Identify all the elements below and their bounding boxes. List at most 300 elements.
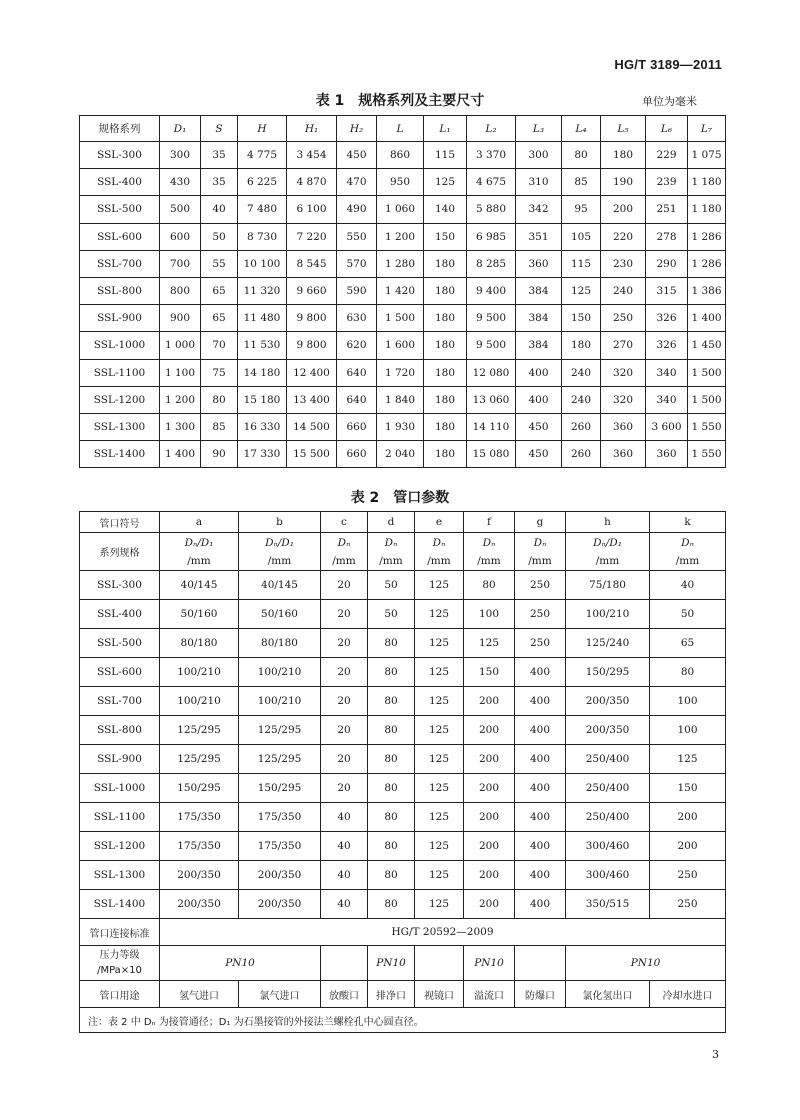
value-cell: 125: [650, 745, 726, 774]
table1-header-cell: L₆: [646, 116, 688, 142]
value-cell: 40: [201, 196, 238, 223]
value-cell: 75/180: [566, 571, 650, 600]
value-cell: 95: [562, 196, 601, 223]
table1: [79, 115, 726, 468]
value-cell: 230: [601, 250, 646, 277]
table2-symbol-cell: Dₙ: [650, 533, 726, 553]
value-cell: 450: [516, 413, 562, 440]
value-cell: 180: [601, 142, 646, 169]
pressure-rating-row: [80, 946, 726, 981]
value-cell: 700: [160, 250, 201, 277]
value-cell: 125: [415, 571, 464, 600]
table2-letter-cell: a: [160, 512, 239, 533]
value-cell: 20: [321, 658, 368, 687]
value-cell: 3 454: [287, 142, 337, 169]
value-cell: 570: [337, 250, 377, 277]
table2-symbol-cell: Dₙ: [415, 533, 464, 553]
table1-row: [80, 277, 726, 304]
series-cell: SSL-700: [80, 250, 160, 277]
value-cell: 125/295: [160, 716, 239, 745]
pipe-usage-cell: 排净口: [368, 981, 415, 1008]
value-cell: 40: [650, 571, 726, 600]
value-cell: 11 480: [238, 305, 287, 332]
table2-row: [80, 571, 726, 600]
table2-unit-cell: /mm: [160, 552, 239, 571]
value-cell: 250: [650, 861, 726, 890]
value-cell: 125: [415, 716, 464, 745]
table2-row: [80, 658, 726, 687]
series-cell: SSL-500: [80, 629, 160, 658]
value-cell: 80: [368, 774, 415, 803]
value-cell: 125: [415, 687, 464, 716]
table1-row: [80, 169, 726, 196]
table1-row: [80, 223, 726, 250]
value-cell: 50/160: [239, 600, 321, 629]
value-cell: 80: [201, 386, 238, 413]
value-cell: 400: [515, 774, 566, 803]
value-cell: 200: [650, 803, 726, 832]
series-cell: SSL-1200: [80, 832, 160, 861]
value-cell: 11 530: [238, 332, 287, 359]
table2-symbol-cell: Dₙ/D₁: [239, 533, 321, 553]
series-cell: SSL-600: [80, 658, 160, 687]
value-cell: 125: [415, 629, 464, 658]
pipe-usage-cell: 视镜口: [415, 981, 464, 1008]
value-cell: 100/210: [160, 687, 239, 716]
table2-symbol-row: [80, 533, 726, 553]
value-cell: 9 800: [287, 332, 337, 359]
value-cell: 125: [415, 803, 464, 832]
pipe-usage-cell: 氯气进口: [239, 981, 321, 1008]
value-cell: 1 400: [688, 305, 726, 332]
value-cell: 20: [321, 571, 368, 600]
value-cell: 860: [377, 142, 424, 169]
value-cell: 20: [321, 745, 368, 774]
value-cell: 80: [562, 142, 601, 169]
series-cell: SSL-1100: [80, 803, 160, 832]
value-cell: 90: [201, 441, 238, 468]
value-cell: 12 080: [467, 359, 516, 386]
table2-row: [80, 774, 726, 803]
table2-row: [80, 861, 726, 890]
pressure-rating-hk: PN10: [566, 946, 726, 981]
table2-unit-cell: /mm: [464, 552, 515, 571]
value-cell: 1 420: [377, 277, 424, 304]
value-cell: 340: [646, 386, 688, 413]
value-cell: 400: [515, 745, 566, 774]
value-cell: 200/350: [239, 890, 321, 919]
series-cell: SSL-300: [80, 571, 160, 600]
value-cell: 40/145: [239, 571, 321, 600]
pressure-rating-label-line1: 压力等级: [99, 950, 140, 961]
value-cell: 105: [562, 223, 601, 250]
value-cell: 125: [415, 658, 464, 687]
table2-symbol-cell: Dₙ/D₁: [566, 533, 650, 553]
value-cell: 80: [368, 629, 415, 658]
value-cell: 100: [650, 716, 726, 745]
table1-header-cell: L₂: [467, 116, 516, 142]
series-cell: SSL-800: [80, 716, 160, 745]
pipe-usage-label: 管口用途: [80, 981, 160, 1008]
value-cell: 1 200: [160, 386, 201, 413]
series-cell: SSL-1400: [80, 441, 160, 468]
value-cell: 9 500: [467, 332, 516, 359]
table1-row: [80, 142, 726, 169]
pressure-rating-f: PN10: [464, 946, 515, 981]
value-cell: 20: [321, 716, 368, 745]
value-cell: 115: [562, 250, 601, 277]
table2-row: [80, 687, 726, 716]
series-cell: SSL-1300: [80, 413, 160, 440]
value-cell: 1 450: [688, 332, 726, 359]
value-cell: 340: [646, 359, 688, 386]
value-cell: 1 550: [688, 413, 726, 440]
value-cell: 80: [368, 890, 415, 919]
value-cell: 9 800: [287, 305, 337, 332]
table1-header-cell: S: [201, 116, 238, 142]
value-cell: 550: [337, 223, 377, 250]
value-cell: 1 500: [688, 386, 726, 413]
connection-standard-value: HG/T 20592—2009: [160, 919, 726, 946]
value-cell: 342: [516, 196, 562, 223]
series-cell: SSL-1400: [80, 890, 160, 919]
value-cell: 250: [601, 305, 646, 332]
table2-unit-cell: /mm: [650, 552, 726, 571]
pressure-rating-d: PN10: [368, 946, 415, 981]
pipe-usage-cell: 溢流口: [464, 981, 515, 1008]
value-cell: 14 110: [467, 413, 516, 440]
table2-unit-cell: /mm: [368, 552, 415, 571]
table2-unit-cell: /mm: [321, 552, 368, 571]
value-cell: 384: [516, 332, 562, 359]
table2-unit-cell: /mm: [566, 552, 650, 571]
value-cell: 80: [650, 658, 726, 687]
value-cell: 450: [337, 142, 377, 169]
value-cell: 125: [562, 277, 601, 304]
value-cell: 40: [321, 803, 368, 832]
series-cell: SSL-1100: [80, 359, 160, 386]
value-cell: 125: [415, 890, 464, 919]
value-cell: 3 370: [467, 142, 516, 169]
value-cell: 400: [515, 890, 566, 919]
value-cell: 65: [650, 629, 726, 658]
table2-letter-cell: g: [515, 512, 566, 533]
value-cell: 16 330: [238, 413, 287, 440]
series-cell: SSL-1000: [80, 774, 160, 803]
pressure-rating-c: [321, 946, 368, 981]
value-cell: 50: [650, 600, 726, 629]
value-cell: 1 500: [377, 305, 424, 332]
value-cell: 200/350: [160, 861, 239, 890]
value-cell: 100/210: [239, 687, 321, 716]
value-cell: 20: [321, 600, 368, 629]
value-cell: 180: [424, 386, 467, 413]
value-cell: 239: [646, 169, 688, 196]
value-cell: 125: [464, 629, 515, 658]
value-cell: 400: [515, 658, 566, 687]
value-cell: 14 180: [238, 359, 287, 386]
value-cell: 70: [201, 332, 238, 359]
value-cell: 200: [464, 716, 515, 745]
table2-unit-cell: /mm: [239, 552, 321, 571]
value-cell: 310: [516, 169, 562, 196]
value-cell: 5 880: [467, 196, 516, 223]
value-cell: 180: [424, 359, 467, 386]
value-cell: 200: [464, 861, 515, 890]
value-cell: 1 300: [160, 413, 201, 440]
value-cell: 190: [601, 169, 646, 196]
value-cell: 400: [515, 803, 566, 832]
value-cell: 80/180: [239, 629, 321, 658]
pipe-usage-cell: 冷却水进口: [650, 981, 726, 1008]
table1-header-cell: H₂: [337, 116, 377, 142]
table1-row: [80, 441, 726, 468]
value-cell: 4 675: [467, 169, 516, 196]
value-cell: 250: [650, 890, 726, 919]
value-cell: 50: [368, 571, 415, 600]
pipe-usage-cell: 防爆口: [515, 981, 566, 1008]
value-cell: 180: [424, 441, 467, 468]
value-cell: 150: [424, 223, 467, 250]
value-cell: 200/350: [566, 687, 650, 716]
value-cell: 180: [424, 277, 467, 304]
table2-letter-cell: f: [464, 512, 515, 533]
value-cell: 270: [601, 332, 646, 359]
value-cell: 450: [516, 441, 562, 468]
value-cell: 200/350: [160, 890, 239, 919]
value-cell: 100/210: [239, 658, 321, 687]
table1-header-cell: L₇: [688, 116, 726, 142]
value-cell: 400: [515, 687, 566, 716]
value-cell: 100/210: [566, 600, 650, 629]
series-cell: SSL-900: [80, 745, 160, 774]
series-cell: SSL-900: [80, 305, 160, 332]
table1-header-cell: D₁: [160, 116, 201, 142]
table1-header-cell: L₁: [424, 116, 467, 142]
value-cell: 1 180: [688, 196, 726, 223]
table2-title: 表 2 管口参数: [350, 490, 450, 506]
value-cell: 50: [201, 223, 238, 250]
value-cell: 80: [464, 571, 515, 600]
value-cell: 200: [464, 687, 515, 716]
page-number: 3: [712, 1048, 719, 1061]
value-cell: 500: [160, 196, 201, 223]
value-cell: 85: [201, 413, 238, 440]
value-cell: 800: [160, 277, 201, 304]
value-cell: 140: [424, 196, 467, 223]
value-cell: 1 280: [377, 250, 424, 277]
value-cell: 125: [415, 600, 464, 629]
value-cell: 200: [650, 832, 726, 861]
value-cell: 200: [601, 196, 646, 223]
value-cell: 150: [464, 658, 515, 687]
value-cell: 40/145: [160, 571, 239, 600]
value-cell: 250/400: [566, 803, 650, 832]
value-cell: 17 330: [238, 441, 287, 468]
value-cell: 35: [201, 142, 238, 169]
value-cell: 400: [516, 386, 562, 413]
value-cell: 35: [201, 169, 238, 196]
value-cell: 360: [601, 441, 646, 468]
value-cell: 200: [464, 745, 515, 774]
value-cell: 384: [516, 305, 562, 332]
value-cell: 7 220: [287, 223, 337, 250]
table2-letter-cell: e: [415, 512, 464, 533]
value-cell: 200: [464, 803, 515, 832]
series-cell: SSL-800: [80, 277, 160, 304]
value-cell: 15 180: [238, 386, 287, 413]
value-cell: 326: [646, 332, 688, 359]
value-cell: 180: [424, 332, 467, 359]
table1-header-cell: L₃: [516, 116, 562, 142]
table1-row: [80, 196, 726, 223]
value-cell: 40: [321, 861, 368, 890]
table1-header-cell: 规格系列: [80, 116, 160, 142]
table2-row: [80, 803, 726, 832]
value-cell: 14 500: [287, 413, 337, 440]
table2: [79, 511, 726, 1033]
value-cell: 8 285: [467, 250, 516, 277]
table2-body: [80, 571, 726, 919]
value-cell: 640: [337, 386, 377, 413]
value-cell: 80: [368, 745, 415, 774]
table2-symbol-cell: Dₙ: [368, 533, 415, 553]
value-cell: 8 545: [287, 250, 337, 277]
value-cell: 200: [464, 774, 515, 803]
value-cell: 40: [321, 890, 368, 919]
value-cell: 250: [515, 600, 566, 629]
value-cell: 15 500: [287, 441, 337, 468]
value-cell: 220: [601, 223, 646, 250]
value-cell: 315: [646, 277, 688, 304]
value-cell: 660: [337, 441, 377, 468]
value-cell: 1 060: [377, 196, 424, 223]
value-cell: 115: [424, 142, 467, 169]
value-cell: 125: [415, 861, 464, 890]
table2-letter-cell: d: [368, 512, 415, 533]
value-cell: 240: [601, 277, 646, 304]
value-cell: 250/400: [566, 774, 650, 803]
value-cell: 300: [160, 142, 201, 169]
series-cell: SSL-700: [80, 687, 160, 716]
value-cell: 1 286: [688, 250, 726, 277]
table1-row: [80, 386, 726, 413]
value-cell: 240: [562, 359, 601, 386]
value-cell: 360: [601, 413, 646, 440]
value-cell: 175/350: [239, 803, 321, 832]
table1-header-cell: H: [238, 116, 287, 142]
value-cell: 900: [160, 305, 201, 332]
pipe-symbol-label: 管口符号: [80, 512, 160, 533]
table1-row: [80, 413, 726, 440]
value-cell: 12 400: [287, 359, 337, 386]
value-cell: 100: [650, 687, 726, 716]
value-cell: 300: [516, 142, 562, 169]
value-cell: 125: [415, 832, 464, 861]
table2-row: [80, 716, 726, 745]
value-cell: 430: [160, 169, 201, 196]
value-cell: 20: [321, 629, 368, 658]
value-cell: 630: [337, 305, 377, 332]
value-cell: 350/515: [566, 890, 650, 919]
value-cell: 3 600: [646, 413, 688, 440]
table1-title: 表 1 规格系列及主要尺寸: [315, 93, 485, 109]
table1-row: [80, 359, 726, 386]
value-cell: 125/295: [239, 716, 321, 745]
value-cell: 1 180: [688, 169, 726, 196]
pressure-rating-g: [515, 946, 566, 981]
value-cell: 1 550: [688, 441, 726, 468]
value-cell: 1 100: [160, 359, 201, 386]
value-cell: 250: [515, 629, 566, 658]
value-cell: 85: [562, 169, 601, 196]
value-cell: 2 040: [377, 441, 424, 468]
value-cell: 320: [601, 386, 646, 413]
value-cell: 150/295: [239, 774, 321, 803]
series-cell: SSL-400: [80, 600, 160, 629]
value-cell: 250: [515, 571, 566, 600]
value-cell: 125/240: [566, 629, 650, 658]
value-cell: 150: [562, 305, 601, 332]
value-cell: 360: [646, 441, 688, 468]
value-cell: 180: [424, 250, 467, 277]
value-cell: 75: [201, 359, 238, 386]
value-cell: 13 060: [467, 386, 516, 413]
value-cell: 200: [464, 832, 515, 861]
value-cell: 80/180: [160, 629, 239, 658]
value-cell: 400: [516, 359, 562, 386]
table2-unit-cell: /mm: [515, 552, 566, 571]
table2-symbol-cell: Dₙ: [464, 533, 515, 553]
table2-symbol-cell: Dₙ: [321, 533, 368, 553]
value-cell: 1 930: [377, 413, 424, 440]
value-cell: 200/350: [566, 716, 650, 745]
value-cell: 600: [160, 223, 201, 250]
table2-symbol-cell: Dₙ/D₁: [160, 533, 239, 553]
value-cell: 300/460: [566, 832, 650, 861]
table2-symbol-cell: Dₙ: [515, 533, 566, 553]
value-cell: 229: [646, 142, 688, 169]
series-cell: SSL-1200: [80, 386, 160, 413]
value-cell: 351: [516, 223, 562, 250]
value-cell: 9 500: [467, 305, 516, 332]
value-cell: 590: [337, 277, 377, 304]
table2-letter-cell: b: [239, 512, 321, 533]
value-cell: 80: [368, 687, 415, 716]
value-cell: 10 100: [238, 250, 287, 277]
table1-header-row: [80, 116, 726, 142]
table1-body: [80, 142, 726, 468]
value-cell: 1 840: [377, 386, 424, 413]
value-cell: 950: [377, 169, 424, 196]
value-cell: 125: [415, 745, 464, 774]
value-cell: 65: [201, 305, 238, 332]
value-cell: 125/295: [239, 745, 321, 774]
value-cell: 278: [646, 223, 688, 250]
value-cell: 384: [516, 277, 562, 304]
value-cell: 300/460: [566, 861, 650, 890]
value-cell: 250/400: [566, 745, 650, 774]
table2-row: [80, 600, 726, 629]
value-cell: 470: [337, 169, 377, 196]
value-cell: 175/350: [160, 832, 239, 861]
value-cell: 40: [321, 832, 368, 861]
value-cell: 7 480: [238, 196, 287, 223]
value-cell: 6 985: [467, 223, 516, 250]
pipe-usage-cell: 氯化氢出口: [566, 981, 650, 1008]
value-cell: 9 660: [287, 277, 337, 304]
value-cell: 251: [646, 196, 688, 223]
